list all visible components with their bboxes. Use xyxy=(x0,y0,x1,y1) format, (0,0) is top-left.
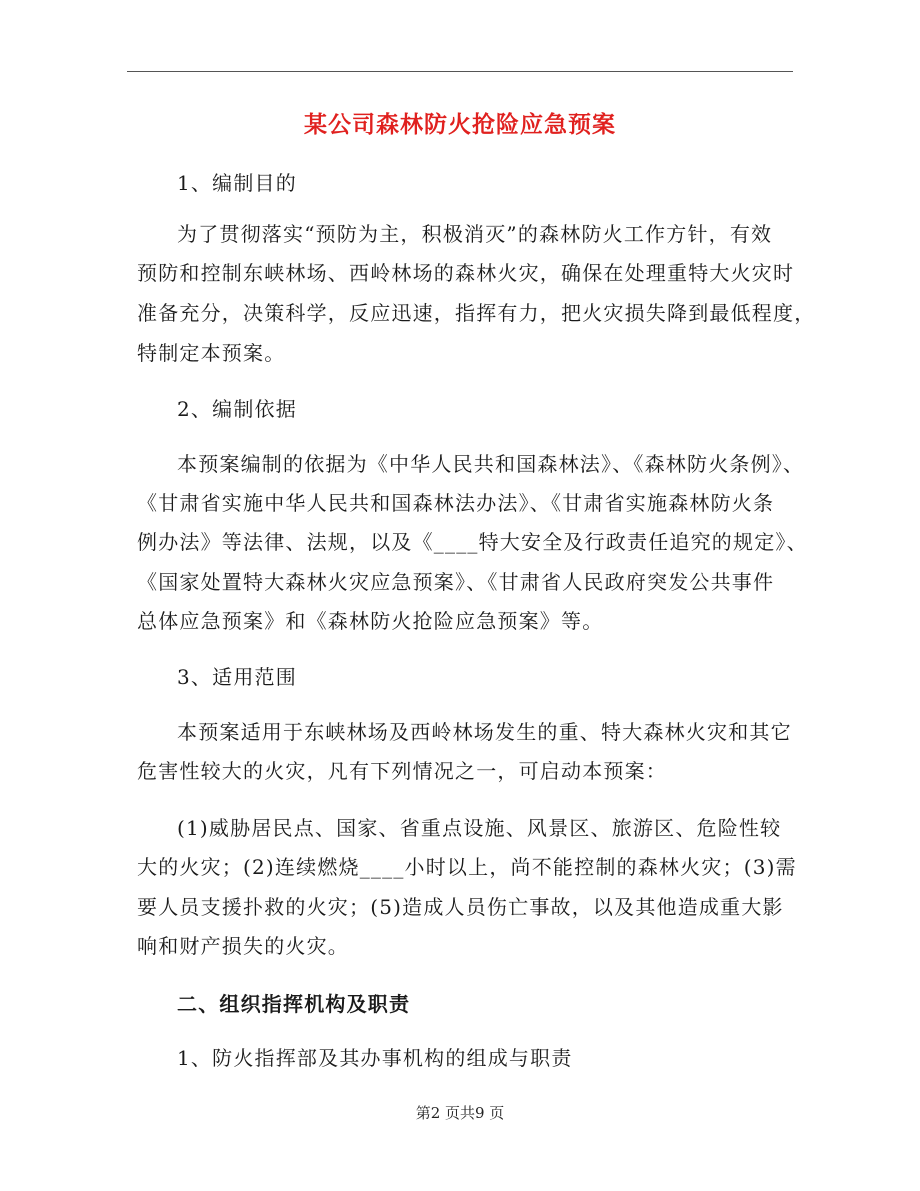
paragraph-line: 总体应急预案》和《森林防火抢险应急预案》等。 xyxy=(137,609,604,633)
paragraph-line: 本预案编制的依据为《中华人民共和国森林法》、《森林防火条例》、 xyxy=(177,452,805,476)
paragraph-line: (1)威胁居民点、国家、省重点设施、风景区、旅游区、危险性较 xyxy=(177,816,782,840)
header-rule xyxy=(127,71,793,72)
paragraph-line: 大的火灾；(2)连续燃烧____小时以上，尚不能控制的森林火灾；(3)需 xyxy=(137,855,797,879)
paragraph-line: 例办法》等法律、法规，以及《____特大安全及行政责任追究的规定》、 xyxy=(137,530,808,554)
section-heading-basis: 2、编制依据 xyxy=(177,397,297,421)
paragraph-line: 危害性较大的火灾，凡有下列情况之一，可启动本预案： xyxy=(137,759,667,783)
document-title: 某公司森林防火抢险应急预案 xyxy=(304,111,616,138)
page-number-footer: 第2 页共9 页 xyxy=(415,1104,505,1122)
chapter-heading-organization: 二、组织指挥机构及职责 xyxy=(177,992,411,1016)
paragraph-line: 特制定本预案。 xyxy=(137,341,286,365)
paragraph-line: 准备充分，决策科学，反应迅速，指挥有力，把火灾损失降到最低程度， xyxy=(137,301,816,325)
paragraph-line: 《甘肃省实施中华人民共和国森林法办法》、《甘肃省实施森林防火条 xyxy=(137,491,775,515)
section-heading-scope: 3、适用范围 xyxy=(177,665,297,689)
paragraph-line: 《国家处置特大森林火灾应急预案》、《甘肃省人民政府突发公共事件 xyxy=(137,570,775,594)
section-heading-command: 1、防火指挥部及其办事机构的组成与职责 xyxy=(177,1046,573,1070)
paragraph-line: 响和财产损失的火灾。 xyxy=(137,934,349,958)
paragraph-line: 要人员支援扑救的火灾；(5)造成人员伤亡事故，以及其他造成重大影 xyxy=(137,895,784,919)
section-heading-purpose: 1、编制目的 xyxy=(177,171,297,195)
paragraph-line: 为了贯彻落实“预防为主，积极消灭”的森林防火工作方针，有效 xyxy=(177,222,773,246)
paragraph-line: 预防和控制东峡林场、西岭林场的森林火灾，确保在处理重特大火灾时 xyxy=(137,261,795,285)
paragraph-line: 本预案适用于东峡林场及西岭林场发生的重、特大森林火灾和其它 xyxy=(177,720,792,744)
